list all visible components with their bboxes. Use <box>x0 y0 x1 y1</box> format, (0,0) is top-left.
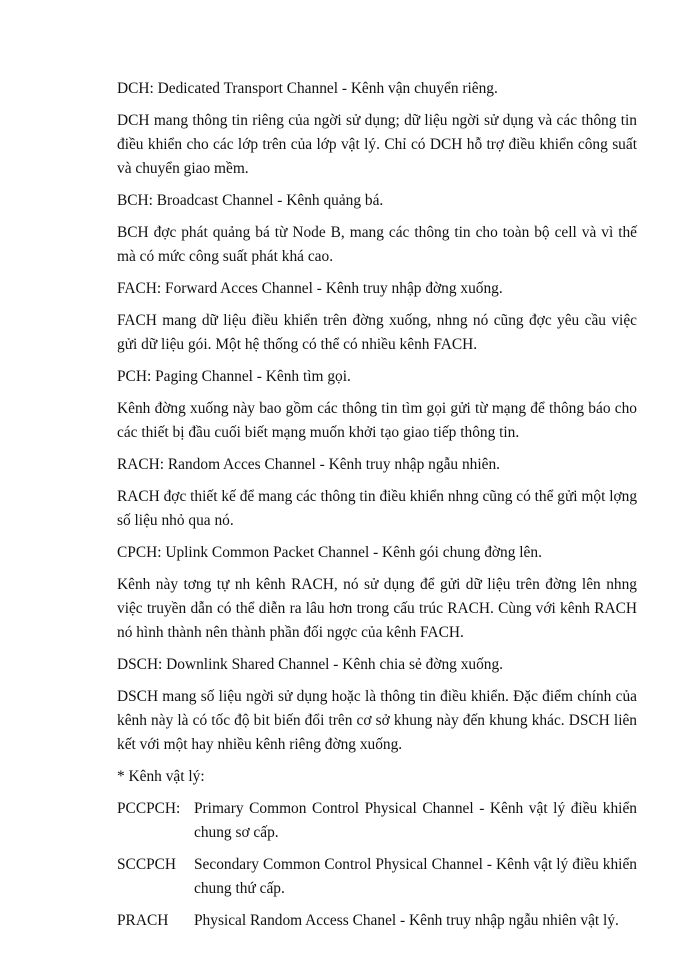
definition-term: SCCPCH <box>117 856 177 873</box>
document-page <box>117 77 637 941</box>
definition-desc: Primary Common Control Physical Channel - Kênh vật lý điều khiển chung sơ cấp. <box>194 800 637 841</box>
paragraph-cpch-desc: Kênh này tơng tự nh kênh RACH, nó sử dụng để gửi dữ liệu trên đờng lên nhng việc truyền dẫn có thể diễn ra lâu hơn trong cấu trúc RACH. Cùng với kênh RACH nó hình thành nên thành phần đối ngợc của kênh FACH. <box>117 576 637 641</box>
paragraph-pch-desc: Kênh đờng xuống này bao gồm các thông tin tìm gọi gửi từ mạng để thông báo cho các thiết bị đầu cuối biết mạng muốn khởi tạo giao tiếp thông tin. <box>117 400 637 441</box>
paragraph-fach-title: FACH: Forward Acces Channel - Kênh truy nhập đờng xuống. <box>117 280 503 297</box>
paragraph-dch-desc: DCH mang thông tin riêng của ngời sử dụng; dữ liệu ngời sử dụng và các thông tin điều khiển cho các lớp trên của lớp vật lý. Chỉ có DCH hỗ trợ điều khiển công suất và chuyển giao mềm. <box>117 112 637 177</box>
paragraph-dch-title: DCH: Dedicated Transport Channel - Kênh vận chuyển riêng. <box>117 80 498 97</box>
paragraph-dsch-desc: DSCH mang số liệu ngời sử dụng hoặc là thông tin điều khiển. Đặc điểm chính của kênh này là có tốc độ bit biến đổi trên cơ sở khung này đến khung khác. DSCH liên kết với một hay nhiều kênh riêng đờng xuống. <box>117 688 637 753</box>
paragraph-rach-title: RACH: Random Acces Channel - Kênh truy nhập ngẫu nhiên. <box>117 456 500 473</box>
paragraph-fach-desc: FACH mang dữ liệu điều khiển trên đờng xuống, nhng nó cũng đợc yêu cầu việc gửi dữ liệu gói. Một hệ thống có thể có nhiều kênh FACH. <box>117 312 637 353</box>
paragraph-cpch-title: CPCH: Uplink Common Packet Channel - Kênh gói chung đờng lên. <box>117 544 542 561</box>
definition-row-sccpch <box>117 853 637 901</box>
definition-row-pccpch <box>117 797 637 845</box>
paragraph-bch-desc: BCH đợc phát quảng bá từ Node B, mang các thông tin cho toàn bộ cell và vì thế mà có mức công suất phát khá cao. <box>117 224 637 265</box>
paragraph-bch-title: BCH: Broadcast Channel - Kênh quảng bá. <box>117 192 384 209</box>
definition-desc: Physical Random Access Chanel - Kênh truy nhập ngẫu nhiên vật lý. <box>194 912 619 929</box>
paragraph-pch-title: PCH: Paging Channel - Kênh tìm gọi. <box>117 368 351 385</box>
section-label-physical-channels: * Kênh vật lý: <box>117 768 205 785</box>
definition-row-prach <box>117 909 637 933</box>
paragraph-dsch-title: DSCH: Downlink Shared Channel - Kênh chia sẻ đờng xuống. <box>117 656 504 673</box>
definition-desc: Secondary Common Control Physical Channel - Kênh vật lý điều khiển chung thứ cấp. <box>194 856 637 897</box>
definition-term: PCCPCH: <box>117 800 181 817</box>
definition-term: PRACH <box>117 912 169 929</box>
paragraph-rach-desc: RACH đợc thiết kế để mang các thông tin điều khiển nhng cũng có thể gửi một lợng số liệu nhỏ qua nó. <box>117 488 638 529</box>
